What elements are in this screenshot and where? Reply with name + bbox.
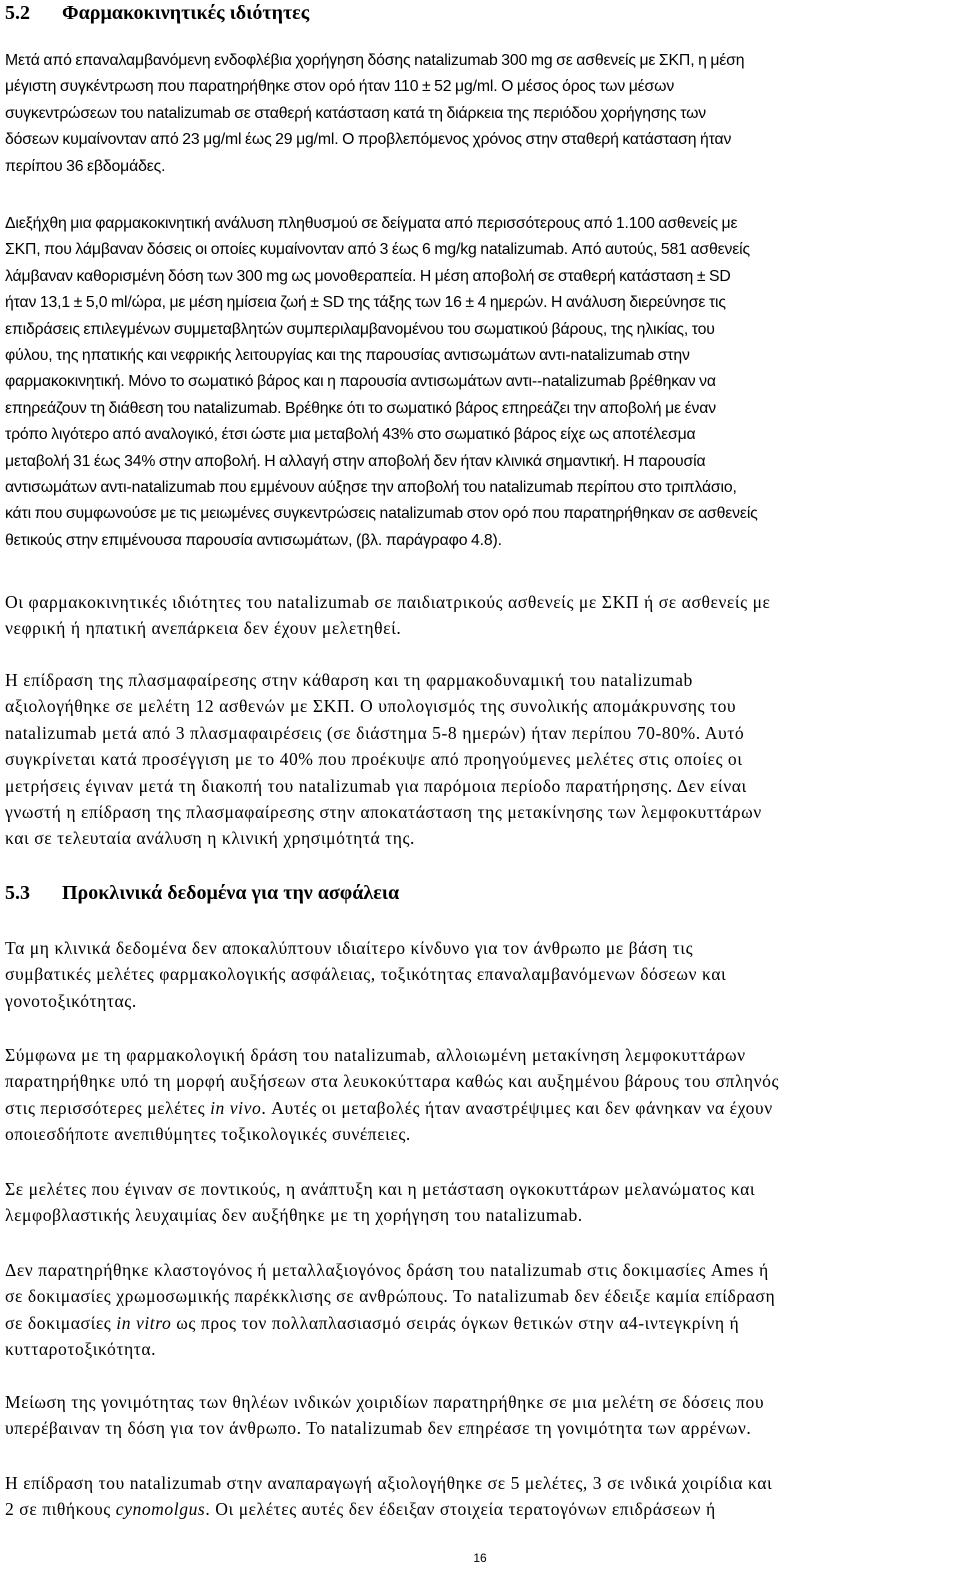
text-line: μετρήσεις έγιναν μετά τη διακοπή του natalizumab για παρόμοια περίοδο παρατήρησης. Δεν είναι xyxy=(5,775,747,796)
text-line: Σύμφωνα με τη φαρμακολογική δράση του natalizumab, αλλοιωμένη μετακίνηση λεμφοκυττάρων xyxy=(5,1045,746,1065)
text-line: Η επίδραση του natalizumab στην αναπαραγωγή αξιολογήθηκε σε 5 μελέτες, 3 σε ινδικά χοιρίδια και xyxy=(5,1473,773,1493)
text-line: φύλου, της ηπατικής και νεφρικής λειτουργίας και της παρουσίας αντισωμάτων αντι-natalizumab στην xyxy=(5,347,690,365)
paragraph-pharmacology xyxy=(5,1042,779,1148)
text-line: κάτι που συμφωνούσε με τις μειωμένες συγκεντρώσεις natalizumab στον ορό που παρατηρήθηκαν σε ασθενείς xyxy=(5,505,758,523)
paragraph-pediatric xyxy=(5,589,771,642)
text-line: και σε τελευταία ανάλυση η κλινική χρησιμότητά της. xyxy=(5,828,416,849)
section-heading-5-3 xyxy=(5,880,399,906)
text-line: γνωστή η επίδραση της πλασμαφαίρεσης στην αποκατάσταση της μετακίνησης των λεμφοκυττάρων xyxy=(5,802,762,823)
text-line: σε δοκιμασίες in vitro ως προς τον πολλαπλασιασμό σειράς όγκων θετικών στην α4-ιντεγκρίνη ή xyxy=(5,1312,740,1333)
text-line: επηρεάζουν τη διάθεση του natalizumab. Βρέθηκε ότι το σωματικό βάρος επηρεάζει την αποβολή με έναν xyxy=(5,399,716,417)
text-line: νεφρική ή ηπατική ανεπάρκεια δεν έχουν μελετηθεί. xyxy=(5,618,402,639)
text-line: γονοτοξικότητας. xyxy=(5,990,137,1011)
text-line: παρατηρήθηκε υπό τη μορφή αυξήσεων στα λευκοκύτταρα καθώς και αυξημένου βάρους του σπληνός xyxy=(5,1071,780,1092)
text-line: λάμβαναν καθορισμένη δόση των 300 mg ως μονοθεραπεία. Η μέση αποβολή σε σταθερή κατάσταση ± SD xyxy=(5,267,731,285)
text-line: ήταν 13,1 ± 5,0 ml/ώρα, με μέση ημίσεια ζωή ± SD της τάξης των 16 ± 4 ημερών. Η ανάλυση διερεύνησε τις xyxy=(5,294,726,312)
text-line: στις περισσότερες μελέτες in vivo. Αυτές οι μεταβολές ήταν αναστρέψιμες και δεν φάνηκαν να έχουν xyxy=(5,1097,773,1118)
text-line: κυτταροτοξικότητα. xyxy=(5,1339,157,1360)
text-line: natalizumab μετά από 3 πλασμαφαιρέσεις (σε διάστημα 5-8 ημερών) ήταν περίπου 70-80%. Αυτό xyxy=(5,722,745,743)
text-line: υπερέβαιναν τη δόση για τον άνθρωπο. Το natalizumab δεν επηρέασε τη γονιμότητα των αρρένων. xyxy=(5,1418,752,1439)
section-title: Προκλινικά δεδομένα για την ασφάλεια xyxy=(62,882,400,904)
text-line: Δεν παρατηρήθηκε κλαστογόνος ή μεταλλαξιογόνος δράση του natalizumab στις δοκιμασίες Ames ή xyxy=(5,1260,769,1280)
section-number: 5.3 xyxy=(5,882,30,904)
text-line: αξιολογήθηκε σε μελέτη 12 ασθενών με ΣΚΠ. Ο υπολογισμός της συνολικής απομάκρυνσης του xyxy=(5,696,737,717)
section-title: Φαρμακοκινητικές ιδιότητες xyxy=(62,2,310,24)
text-line: Διεξήχθη μια φαρμακοκινητική ανάλυση πληθυσμού σε δείγματα από περισσότερους από 1.100 ασθενείς με xyxy=(5,215,738,232)
section-number: 5.2 xyxy=(5,2,30,24)
text-line: μέγιστη συγκέντρωση που παρατηρήθηκε στον ορό ήταν 110 ± 52 μg/ml. Ο μέσος όρος των μέσων xyxy=(5,78,675,96)
text-line: 2 σε πιθήκους cynomolgus. Οι μελέτες αυτές δεν έδειξαν στοιχεία τερατογόνων επιδράσεων ή xyxy=(5,1499,716,1520)
text-line: αντισωμάτων αντι-natalizumab που εμμένουν αύξησε την αποβολή του natalizumab περίπου στο τριπλάσιο, xyxy=(5,479,737,497)
text-line: επιδράσεις επιλεγμένων συμμεταβλητών συμπεριλαμβανομένου του σωματικού βάρους, της ηλικίας, του xyxy=(5,320,715,338)
paragraph-fertility xyxy=(5,1389,764,1442)
paragraph-plasmapheresis xyxy=(5,667,762,852)
text-line: οποιεσδήποτε ανεπιθύμητες τοξικολογικές συνέπειες. xyxy=(5,1124,411,1145)
text-line: θετικούς στην επιμένουσα παρουσία αντισωμάτων, (βλ. παράγραφο 4.8). xyxy=(5,531,502,549)
text-line: Σε μελέτες που έγιναν σε ποντικούς, η ανάπτυξη και η μετάσταση ογκοκυττάρων μελανώματος και xyxy=(5,1179,756,1199)
text-line: ΣΚΠ, που λάμβαναν δόσεις οι οποίες κυμαίνονταν από 3 έως 6 mg/kg natalizumab. Από αυτούς, 581 ασθενείς xyxy=(5,241,750,259)
text-line: συγκρίνεται κατά προσέγγιση με το 40% που προέκυψε από προηγούμενες μελέτες στις οποίες οι xyxy=(5,749,743,770)
text-line: σε δοκιμασίες χρωμοσωμικής παρέκκλισης σε ανθρώπους. Το natalizumab δεν έδειξε καμία επίδραση xyxy=(5,1286,776,1307)
text-line: δόσεων κυμαίνονταν από 23 μg/ml έως 29 μg/ml. Ο προβλεπόμενος χρόνος στην σταθερή κατάσταση ήταν xyxy=(5,131,732,149)
text-line: Μείωση της γονιμότητας των θηλέων ινδικών χοιριδίων παρατηρήθηκε σε μια μελέτη σε δόσεις που xyxy=(5,1392,765,1412)
text-line: τρόπο λιγότερο από αναλογικό, έτσι ώστε μια μεταβολή 43% στο σωματικό βάρος είχε ως αποτέλεσμα xyxy=(5,426,696,444)
paragraph-reproduction xyxy=(5,1470,772,1523)
paragraph-nonclinical xyxy=(5,935,726,1014)
text-line: συγκεντρώσεων του natalizumab σε σταθερή κατάσταση κατά τη διάρκεια της περιόδου χορήγησης των xyxy=(5,104,707,122)
paragraph-mice-studies xyxy=(5,1176,755,1229)
text-line: Μετά από επαναλαμβανόμενη ενδοφλέβια χορήγηση δόσης natalizumab 300 mg σε ασθενείς με ΣΚΠ, η μέση xyxy=(5,52,745,69)
text-line: μεταβολή 31 έως 34% στην αποβολή. Η αλλαγή στην αποβολή δεν ήταν κλινικά σημαντική. Η παρουσία xyxy=(5,452,706,470)
paragraph-population-pk xyxy=(5,211,758,554)
page-number: 16 xyxy=(473,1551,487,1565)
text-line: Η επίδραση της πλασμαφαίρεσης στην κάθαρση και τη φαρμακοδυναμική του natalizumab xyxy=(5,670,693,690)
section-heading-5-2 xyxy=(5,0,309,26)
text-line: Τα μη κλινικά δεδομένα δεν αποκαλύπτουν ιδιαίτερο κίνδυνο για τον άνθρωπο με βάση τις xyxy=(5,938,694,958)
text-line: λεμφοβλαστικής λευχαιμίας δεν αυξήθηκε με τη χορήγηση του natalizumab. xyxy=(5,1205,583,1226)
paragraph-genotoxicity xyxy=(5,1257,775,1363)
text-line: περίπου 36 εβδομάδες. xyxy=(5,157,166,175)
text-line: φαρμακοκινητική. Μόνο το σωματικό βάρος και η παρουσία αντισωμάτων αντι--natalizumab βρέθηκαν να xyxy=(5,373,716,391)
text-line: Οι φαρμακοκινητικές ιδιότητες του natalizumab σε παιδιατρικούς ασθενείς με ΣΚΠ ή σε ασθενείς με xyxy=(5,592,771,612)
paragraph-steady-state xyxy=(5,48,744,180)
text-line: συμβατικές μελέτες φαρμακολογικής ασφάλειας, τοξικότητας επαναλαμβανόμενων δόσεων και xyxy=(5,964,727,985)
